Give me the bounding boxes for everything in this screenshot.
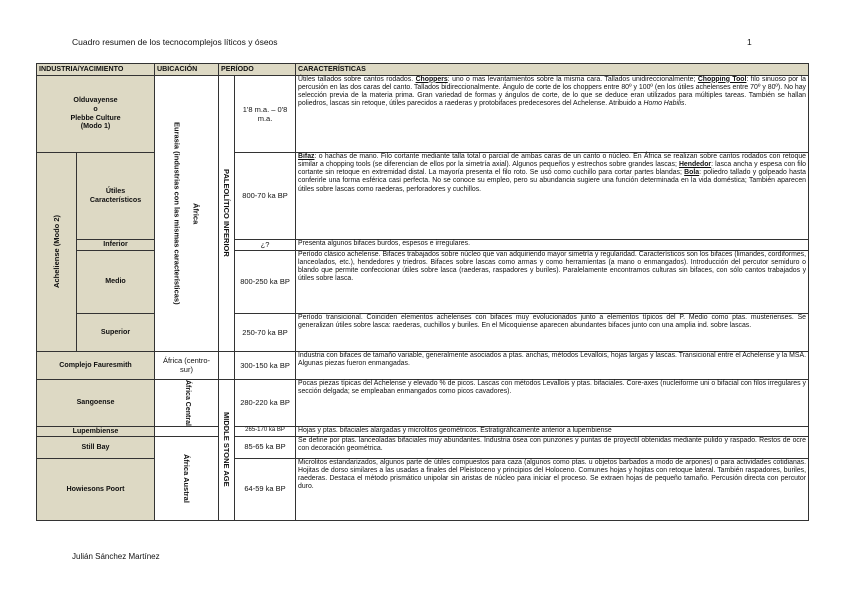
table-row [37, 426, 809, 436]
period-superior: 250-70 ka BP [235, 313, 296, 351]
term-choppers: Choppers [415, 75, 448, 83]
table-row [37, 379, 809, 426]
desc-text: : poliedro tallado y golpeado hasta conferirle una forma esférica casi perfecta. No se conoce su empleo, pero su abundancia sugiere una función determinada en la vida doméstica; También aparecen útiles sobre lascas como raederas, perforadores y cuchillos. [298, 169, 807, 193]
desc-olduvayense [296, 75, 809, 152]
desc-fauresmith: Industria con bifaces de tamaño variable, generalmente asociados a ptas. anchas, métodos Levallois, hojas largas y lascas. Transicional entre el Achelense y la MSA. Algunas piezas fueron enmangadas. [296, 351, 809, 379]
row-name-stillbay: Still Bay [37, 436, 155, 458]
period-group-label: PALEOLÍTICO INFERIOR [222, 169, 232, 258]
location-eurasia: Eurasia (industrias con las mismas características) [172, 121, 182, 305]
table-row [37, 152, 809, 239]
row-name-line: o [93, 105, 98, 113]
row-name-utiles [77, 152, 155, 239]
col-header-periodo: PERÍODO [219, 64, 296, 76]
period-stillbay: 85-65 ka BP [235, 436, 296, 458]
table-row [37, 250, 809, 313]
period-medio: 800-250 ka BP [235, 250, 296, 313]
period-group-paleolitico [219, 75, 235, 351]
period-sangoense: 280-220 ka BP [235, 379, 296, 426]
row-name-line: Característicos [89, 195, 142, 204]
period-inferior: ¿? [235, 239, 296, 250]
row-name-fauresmith: Complejo Fauresmith [37, 351, 155, 379]
col-header-ubicacion: UBICACIÓN [155, 64, 219, 76]
desc-utiles [296, 152, 809, 239]
location-empty [155, 426, 219, 436]
period-fauresmith: 300-150 ka BP [235, 351, 296, 379]
term-hendedor: Hendedor [678, 160, 712, 168]
period-olduvayense: 1'8 m.a. – 0'8 m.a. [235, 75, 296, 152]
summary-table [36, 63, 809, 521]
desc-howiesons: Microlitos estandarizados, algunos parte de útiles compuestos para caza (algunos como ptas. u objetos barbados a modo de arpones) o para actividades cotidianas. Hojitas de dorso similares a las usadas a finales del Pleistoceno y principios del Holoceno. Comunes hojas y hojitas con retoque lateral. También raspadores, buriles, raederas. Destaca el método prismático unipolar sin aristas de núcleo para iniciar el proceso. Se extraen hojas de pequeño tamaño. Percusión directa con percutor duro. [296, 458, 809, 520]
location-africa-austral-label: África Austral [182, 453, 192, 503]
table-row [37, 351, 809, 379]
table-row [37, 313, 809, 351]
desc-inferior: Presenta algunos bifaces burdos, espesos e irregulares. [296, 239, 809, 250]
term-bifaz: Bifaz [298, 152, 315, 160]
period-group-msa-label: MIDDLE STONE AGE [222, 412, 232, 487]
col-header-caracteristicas: CARACTERÍSTICAS [296, 64, 809, 76]
table-header-row [37, 64, 809, 76]
group-acheliense-label: Acheliense (Modo 2) [51, 215, 61, 289]
desc-lupembiense: Hojas y ptas. bifaciales alargadas y microlitos geométricos. Estratigráficamente anterior a lupembiense [296, 426, 809, 436]
location-africa: África [191, 202, 201, 224]
period-howiesons: 64-59 ka BP [235, 458, 296, 520]
period-utiles: 800-70 ka BP [235, 152, 296, 239]
table-row [37, 75, 809, 152]
desc-superior: Período transicional. Coinciden elementos achelenses con bifaces muy evolucionados junto a elementos típicos del P. Medio como ptas. musterienses. Se generalizan útiles sobre lasca: raederas, cuchillos y buriles. En el Micoquiense aparecen abundantes bifaces junto con una amplia ind. sobre lascas. [296, 313, 809, 351]
desc-text: : lasca ancha y espesa con filo cortante sin retoque en extremidad distal. La mayoría presenta el filo roto. Se usó como cuchillo para cortar partes blandas; [298, 160, 807, 177]
row-name-superior: Superior [77, 313, 155, 351]
document-title: Cuadro resumen de los tecnocomplejos líticos y óseos [72, 37, 278, 47]
row-name-sangoense: Sangoense [37, 379, 155, 426]
row-name-howiesons: Howiesons Poort [37, 458, 155, 520]
location-eurasia-africa [155, 75, 219, 351]
row-name-line: Plebbe Culture [70, 113, 121, 122]
desc-text: : uno o mas levantamientos sobre la misma cara. Tallados unidireccionalmente; [447, 75, 698, 83]
row-name-line: (Modo 1) [80, 122, 111, 131]
term-bola: Bola [684, 169, 700, 177]
table-row [37, 436, 809, 458]
table-row [37, 239, 809, 250]
location-africa-austral [155, 436, 219, 520]
col-header-industria: INDUSTRIA/YACIMIENTO [37, 64, 155, 76]
row-name-lupembiense: Lupembiense [37, 426, 155, 436]
term-homo-habilis: Homo Habilis [643, 100, 685, 108]
period-group-msa [219, 379, 235, 520]
row-name-line: Olduvayense [73, 96, 118, 105]
desc-text: . [684, 100, 687, 108]
desc-text: : o hachas de mano. Filo cortante mediante talla total o parcial de ambas caras de un canto o núcleo. En África se realizan sobre cantos rodados con retoque similar a chopping tools (se diferencian de ellos por la simetría axial). Algunos pequeños y estrechos sobre grandes lascas; [298, 152, 807, 168]
footer-author: Julián Sánchez Martínez [72, 552, 160, 561]
desc-text: Útiles tallados sobre cantos rodados. [298, 75, 416, 83]
desc-stillbay: Se define por ptas. lanceoladas bifaciales muy abundantes. Industria ósea con punzones y puntas de proyectil obtenidas mediante pulido y raspado. Restos de ocre con decoración geométrica. [296, 436, 809, 458]
period-group-gap [219, 351, 235, 379]
location-africa-central [155, 379, 219, 426]
location-fauresmith: África (centro-sur) [155, 351, 219, 379]
group-acheliense [37, 152, 77, 351]
desc-medio: Período clásico achelense. Bifaces trabajados sobre núcleo que van adquiriendo mayor simetría y regularidad. Característicos son los bifaces (limandes, cordiformes, lanceolados, etc.), hendedores y triedros. Bifaces sobre lascas como armas y como herramientas (a mano o enmangados). Introducción del percutor semiduro o blando que permite confeccionar útiles sobre lasca (raederas, raspadores y buriles). Paralelamente encontramos culturas sin bifaces, con sólo cantos trabajados y útiles sobre lasca. [296, 250, 809, 313]
row-name-line: Útiles [105, 187, 126, 195]
desc-text: : filo sinuoso por la percusión en las dos caras del canto. Tallados bidireccionalmente. Ángulo de corte de los choppers entre 80º y 100º (en los útiles achelenses entre 70º y 80º). No hay selección previa de la materia prima. Gran variedad de formas y ángulos de corte, de lo que se deduce eran utilizados para múltiples tareas. También se hallan poliedros, lascas sin retoque, útiles parecidos a raederas y protobifaces predecesores del Achelense. Atribuido a [298, 75, 807, 108]
page-number: 1 [747, 37, 752, 47]
row-name-olduvayense [37, 75, 155, 152]
table-row [37, 458, 809, 520]
period-lupembiense: 265-170 ka BP [235, 426, 296, 436]
desc-sangoense: Pocas piezas típicas del Achelense y elevado % de picos. Lascas con métodos Levallois y ptas. bifaciales. Core-axes (nucleiforme uni o bifacial con filos irregulares y sección delgada; se empleaban enmangados como picos cavadores). [296, 379, 809, 426]
row-name-medio: Medio [77, 250, 155, 313]
location-africa-central-label: África Central [183, 379, 191, 426]
row-name-inferior: Inferior [77, 239, 155, 250]
term-chopping-tool: Chopping Tool [697, 75, 747, 83]
